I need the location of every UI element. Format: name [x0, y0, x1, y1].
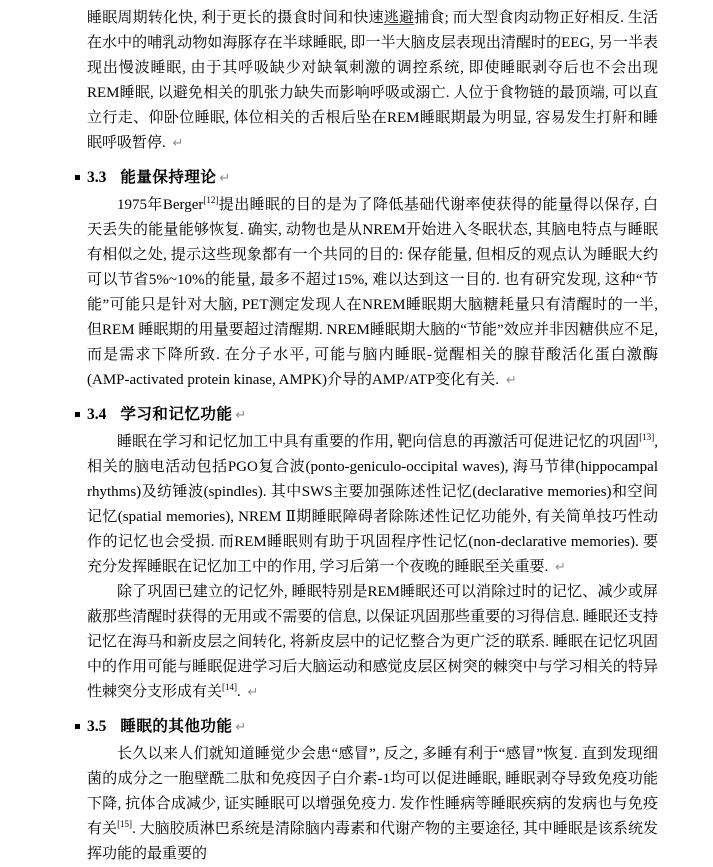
text-run: 捕食; 而大型食肉动物正好相反. 生活在水中的哺乳动物如海豚存在半球睡眠, 即一半大脑皮层表现出清醒时的EEG, 另一半表现出慢波睡眠, 由于其呼吸缺少对缺氧刺激的调控系统, 即使睡眠剥夺后也不会出现REM睡眠, 以避免相关的肌张力缺失而影响呼吸或溺亡. 人位于食物链的最顶端, 可以直立行走、仰卧位睡眠, 体位相关的舌根后坠在REM睡眠期最为明显, 容易发生打鼾和睡眠呼吸暂停.: [87, 10, 658, 151]
proofing-underlined-text: 逃避: [383, 10, 415, 26]
text-run: 睡眠在学习和记忆加工中具有重要的作用, 靶向信息的再激活可促进记忆的巩固: [117, 434, 640, 450]
section-title: 睡眠的其他功能: [120, 718, 233, 735]
text-run: 长久以来人们就知道睡觉少会患“感冒”, 反之, 多睡有利于“感冒”恢复. 直到发现细菌的成分之一胞壁酰二肽和免疫因子白介素-1均可以促进睡眠, 睡眠剥夺导致免疫功能下降, 抗体合成减少, 证实睡眠可以增强免疫力. 发作性睡病等睡眠疾病的发病也与免疫有关: [87, 746, 658, 837]
paragraph-mark: ↵: [505, 373, 517, 388]
paragraph-mark: ↵: [247, 685, 259, 700]
paragraph-mark: ↵: [555, 560, 566, 575]
section-heading-3-4: [87, 402, 658, 428]
section-heading-3-3: [87, 165, 658, 191]
section-number: 3.3: [87, 169, 107, 186]
citation-superscript: [13]: [639, 432, 655, 442]
body-paragraph: [87, 580, 658, 705]
paragraph-mark: ↵: [172, 136, 184, 151]
section-title: 能量保持理论: [120, 169, 217, 186]
text-run: .: [237, 684, 245, 700]
section-title: 学习和记忆功能: [120, 406, 233, 423]
heading-format-square-icon: [75, 412, 80, 417]
body-paragraph: [87, 193, 658, 393]
paragraph-mark: ↵: [235, 408, 247, 423]
body-paragraph: [87, 430, 658, 580]
paragraph-mark: ↵: [235, 720, 247, 735]
text-run: 提出睡眠的目的是为了降低基础代谢率使获得的能量得以保存, 白天丢失的能量能够恢复. 确实, 动物也是从NREM开始进入冬眠状态, 其脑电特点与睡眠有相似之处, 提示这些现象都有一个共同的目的: 保存能量, 但相反的观点认为睡眠大约可以节省5%~10%的能量, 最多不超过15%, 难以达到这一目的. 也有研究发现, 这种“节能”可能只是针对大脑, PET测定发现人在NREM睡眠期大脑糖耗量只有清醒时的一半, 但REM 睡眠期的用量要超过清醒期. NREM睡眠期大脑的“节能”效应并非因糖供应不足, 而是需求下降所致. 在分子水平, 可能与脑内睡眠-觉醒相关的腺苷酸活化蛋白激酶(AMP-activated protein kinase, AMPK)介导的AMP/ATP变化有关.: [87, 197, 658, 388]
body-paragraph: [87, 6, 658, 156]
heading-format-square-icon: [75, 724, 80, 729]
citation-superscript: [12]: [203, 195, 219, 205]
section-number: 3.5: [87, 718, 107, 735]
body-paragraph: [87, 742, 658, 867]
citation-superscript: [14]: [222, 682, 238, 692]
text-run: 1975年Berger: [117, 197, 204, 213]
citation-superscript: [15]: [117, 819, 133, 829]
text-run: 睡眠周期转化快, 利于更长的摄食时间和快速: [87, 10, 384, 26]
heading-format-square-icon: [75, 175, 80, 180]
paragraph-mark: ↵: [219, 171, 231, 186]
text-run: . 大脑胶质淋巴系统是清除脑内毒素和代谢产物的主要途径, 其中睡眠是该系统发挥功能的最重要的: [87, 821, 658, 862]
section-number: 3.4: [87, 406, 107, 423]
section-heading-3-5: [87, 714, 658, 740]
text-run: , 相关的脑电活动包括PGO复合波(ponto-geniculo-occipital waves), 海马节律(hippocampal rhythms)及纺锤波(spindles). 其中SWS主要加强陈述性记忆(declarative memories)和空间记忆(spatial memories), NREM Ⅱ期睡眠障碍者除陈述性记忆功能外, 有关简单技巧性动作的记忆也会受损. 而REM睡眠则有助于巩固程序性记忆(non-declarative memories). 要充分发挥睡眠在记忆加工中的作用, 学习后第一个夜晚的睡眠至关重要.: [87, 434, 658, 575]
text-run: 除了巩固已建立的记忆外, 睡眠特别是REM睡眠还可以消除过时的记忆、减少或屏蔽那些清醒时获得的无用或不需要的信息, 以保证巩固那些重要的习得信息. 睡眠还支持记忆在海马和新皮层之间转化, 将新皮层中的记忆整合为更广泛的联系. 睡眠在记忆巩固中的作用可能与睡眠促进学习后大脑运动和感觉皮层区树突的棘突中与学习相关的特异性棘突分支形成有关: [87, 584, 658, 700]
